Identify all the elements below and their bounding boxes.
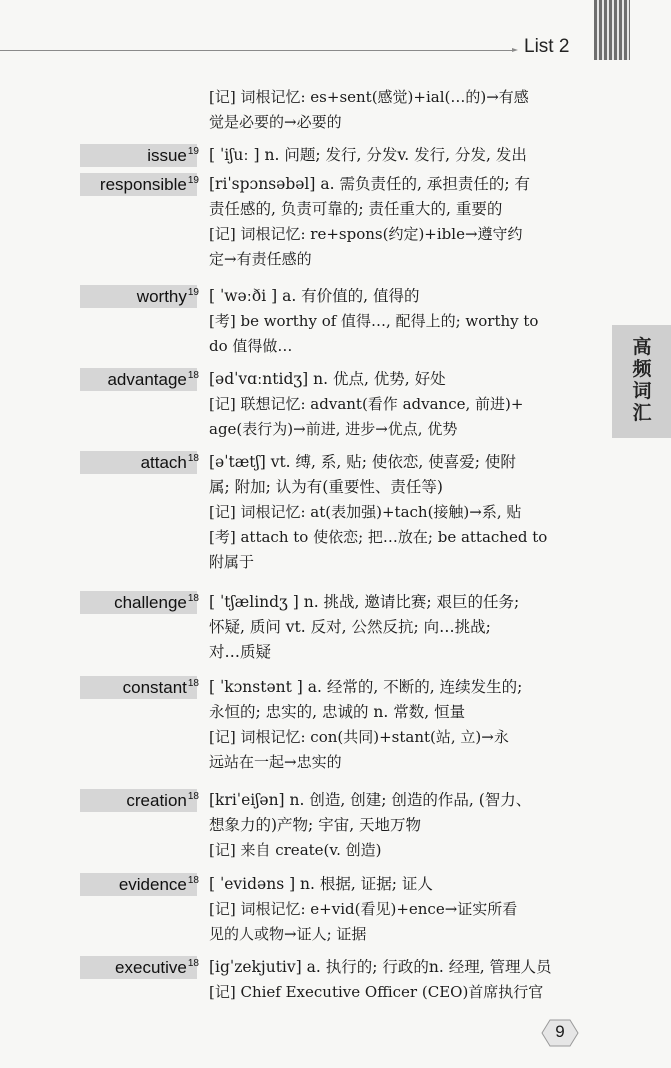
entry-line: [记] Chief Executive Officer (CEO)首席执行官 [209, 983, 544, 1001]
entry-line: [记] 联想记忆: advant(看作 advance, 前进)+ [209, 395, 524, 413]
entry-body [209, 284, 597, 359]
entry-body [209, 450, 597, 575]
entry-line: [记] 词根记忆: re+spons(约定)+ible→遵守约 [209, 225, 523, 243]
entry-line: 责任感的, 负责可靠的; 责任重大的, 重要的 [209, 200, 503, 218]
entry-line: [əˈtætʃ] vt. 缚, 系, 贴; 使依恋, 使喜爱; 使附 [209, 453, 516, 471]
entry-line: age(表行为)→前进, 进步→优点, 优势 [209, 420, 458, 438]
header-rule [0, 50, 512, 51]
headword: issue$^{19}$ [147, 146, 199, 165]
headword: advantage$^{18}$ [107, 370, 199, 389]
entry-line: [记] 来自 create(v. 创造) [209, 841, 382, 859]
page-number: 9 [555, 1022, 565, 1041]
headword: worthy$^{19}$ [136, 287, 199, 306]
frequency: 18 [187, 791, 199, 802]
headword: attach$^{18}$ [140, 453, 199, 472]
entry-body [209, 872, 597, 947]
entry-line: 永恒的; 忠实的, 忠诚的 n. 常数, 恒量 [209, 703, 466, 721]
frequency: 19 [187, 287, 199, 298]
entry-body [209, 143, 597, 168]
entry-line: [记] 词根记忆: e+vid(看见)+ence→证实所看 [209, 900, 518, 918]
entry-line: [ ˈiʃuː ] n. 问题; 发行, 分发v. 发行, 分发, 发出 [209, 146, 527, 164]
frequency: 18 [187, 593, 199, 604]
intro-line: [记] 词根记忆: es+sent(感觉)+ial(…的)→有感 [209, 88, 529, 106]
side-tab-label: 高频词汇 [632, 336, 652, 424]
entry-line: [考] attach to 使依恋; 把…放在; be attached to [209, 528, 548, 546]
entry-body [209, 955, 597, 1005]
entry-body [209, 367, 597, 442]
entry-line: 见的人或物→证人; 证据 [209, 925, 367, 943]
entry-line: [记] 词根记忆: at(表加强)+tach(接触)→系, 贴 [209, 503, 522, 521]
intro-line: 觉是必要的→必要的 [209, 113, 342, 131]
frequency: 19 [187, 146, 199, 157]
entry-line: [ ˈtʃælindʒ ] n. 挑战, 邀请比赛; 艰巨的任务; [209, 593, 520, 611]
entry-body [209, 675, 597, 775]
list-title: List 2 [524, 36, 570, 57]
entry-line: [ ˈevidəns ] n. 根据, 证据; 证人 [209, 875, 433, 893]
frequency: 19 [187, 175, 199, 186]
entry-line: [ ˈwəːði ] a. 有价值的, 值得的 [209, 287, 420, 305]
entry-line: 怀疑, 质问 vt. 反对, 公然反抗; 向…挑战; [209, 618, 491, 636]
frequency: 18 [187, 958, 199, 969]
headword: evidence$^{18}$ [118, 875, 199, 894]
frequency: 18 [187, 453, 199, 464]
entry-line: [igˈzekjutiv] a. 执行的; 行政的n. 经理, 管理人员 [209, 958, 552, 976]
entry-line: 想象力的)产物; 宇宙, 天地万物 [209, 816, 422, 834]
entry-body [209, 788, 597, 863]
frequency: 18 [187, 370, 199, 381]
entry-line: 远站在一起→忠实的 [209, 753, 342, 771]
entry-line: [考] be worthy of 值得…, 配得上的; worthy to [209, 312, 539, 330]
entry-line: [记] 词根记忆: con(共同)+stant(站, 立)→永 [209, 728, 509, 746]
entry-line: 属; 附加; 认为有(重要性、责任等) [209, 478, 443, 496]
barcode-decoration [594, 0, 630, 60]
headword: challenge$^{18}$ [114, 593, 199, 612]
page-number-badge [538, 1016, 582, 1050]
headword: constant$^{18}$ [122, 678, 199, 697]
frequency: 18 [187, 678, 199, 689]
entry-body [209, 172, 597, 272]
entry-line: 附属于 [209, 553, 255, 571]
intro-block [209, 85, 597, 135]
entry-line: [ ˈkɔnstənt ] a. 经常的, 不断的, 连续发生的; [209, 678, 523, 696]
headword: creation$^{18}$ [126, 791, 199, 810]
entry-line: 定→有责任感的 [209, 250, 312, 268]
headword: responsible$^{19}$ [99, 175, 199, 194]
headword: executive$^{18}$ [115, 958, 199, 977]
entry-line: [kriˈeiʃən] n. 创造, 创建; 创造的作品, (智力、 [209, 791, 532, 809]
frequency: 18 [187, 875, 199, 886]
entry-line: [ədˈvɑːntidʒ] n. 优点, 优势, 好处 [209, 370, 446, 388]
entry-body [209, 590, 597, 665]
entry-line: do 值得做… [209, 337, 293, 355]
entry-line: 对…质疑 [209, 643, 272, 661]
entry-line: [riˈspɔnsəbəl] a. 需负责任的, 承担责任的; 有 [209, 175, 530, 193]
